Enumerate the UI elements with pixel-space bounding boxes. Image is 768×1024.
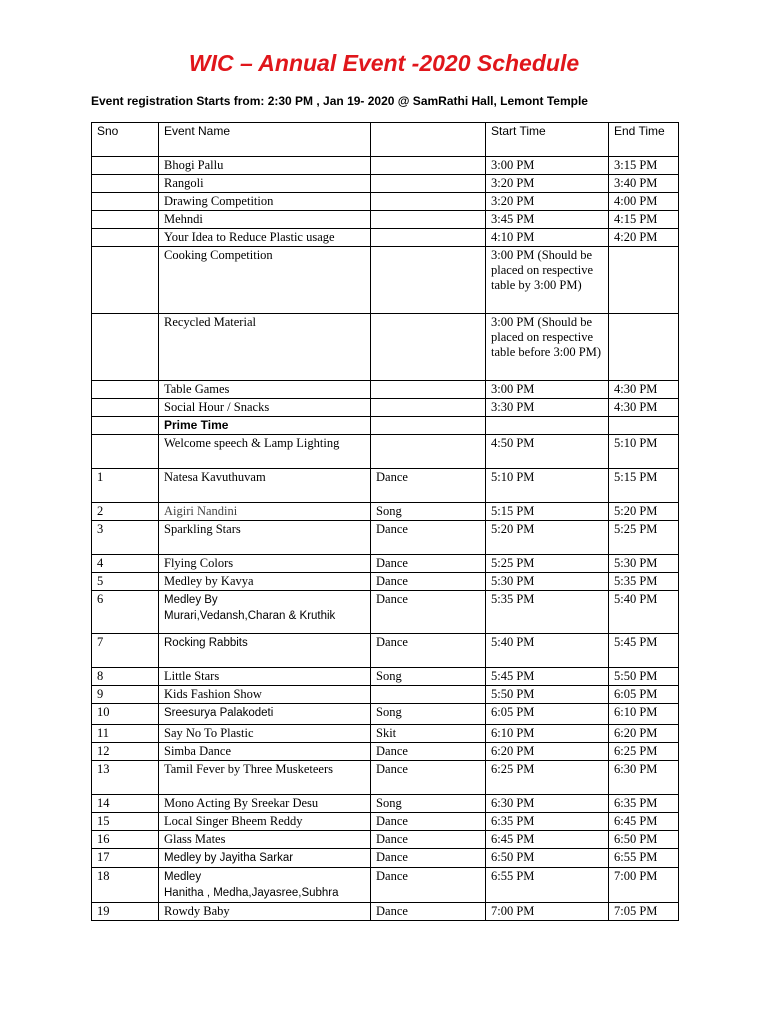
event-type-cell (371, 175, 486, 193)
event-name-cell (159, 157, 371, 175)
sno-cell: 18 (92, 868, 159, 903)
start-time-cell: 6:35 PM (486, 813, 609, 831)
end-time-cell (609, 417, 679, 435)
table-row (92, 668, 679, 686)
start-time-cell: 4:50 PM (486, 435, 609, 469)
event-name: Sparkling Stars (164, 522, 241, 536)
start-time-cell: 7:00 PM (486, 903, 609, 921)
sno-cell: 10 (92, 704, 159, 725)
event-type-cell (371, 314, 486, 381)
table-row (92, 704, 679, 725)
event-name-cell (159, 634, 371, 668)
start-time-cell: 3:20 PM (486, 175, 609, 193)
event-name-cell (159, 247, 371, 314)
event-name-cell (159, 849, 371, 868)
event-name: Rowdy Baby (164, 904, 230, 918)
event-name-cell (159, 555, 371, 573)
registration-info: Event registration Starts from: 2:30 PM , Jan 19- 2020 @ SamRathi Hall, Lemont Temple (91, 94, 588, 108)
table-row (92, 555, 679, 573)
sno-cell: 5 (92, 573, 159, 591)
end-time-cell: 5:50 PM (609, 668, 679, 686)
event-name: Cooking Competition (164, 248, 273, 262)
event-name-cell (159, 704, 371, 725)
table-row (92, 634, 679, 668)
table-row (92, 229, 679, 247)
schedule-body (92, 123, 679, 921)
start-time-cell: 6:30 PM (486, 795, 609, 813)
sno-cell (92, 381, 159, 399)
start-time-cell: 5:20 PM (486, 521, 609, 555)
event-name: Mehndi (164, 212, 203, 226)
event-type-cell (371, 381, 486, 399)
end-time-cell: 6:30 PM (609, 761, 679, 795)
event-type-cell (371, 417, 486, 435)
event-name-cell (159, 399, 371, 417)
start-time-cell: 3:00 PM (Should be placed on respective table by 3:00 PM) (486, 247, 609, 314)
event-name: Medley By (164, 594, 218, 606)
start-time-cell: 5:50 PM (486, 686, 609, 704)
table-row (92, 417, 679, 435)
event-type-cell (371, 229, 486, 247)
end-time-cell: 4:30 PM (609, 381, 679, 399)
end-time-cell: 7:05 PM (609, 903, 679, 921)
table-row (92, 521, 679, 555)
sno-cell: 9 (92, 686, 159, 704)
event-type-cell: Dance (371, 761, 486, 795)
sno-cell: 14 (92, 795, 159, 813)
start-time-cell: 3:45 PM (486, 211, 609, 229)
header-event-name: Event Name (159, 123, 371, 157)
end-time-cell: 6:20 PM (609, 725, 679, 743)
event-name-cell (159, 668, 371, 686)
event-name-cell (159, 211, 371, 229)
end-time-cell: 5:45 PM (609, 634, 679, 668)
end-time-cell: 5:30 PM (609, 555, 679, 573)
start-time-cell: 5:15 PM (486, 503, 609, 521)
event-type-cell: Dance (371, 868, 486, 903)
event-name: Prime Time (164, 418, 229, 432)
sno-cell: 11 (92, 725, 159, 743)
start-time-cell: 3:30 PM (486, 399, 609, 417)
event-type-cell: Dance (371, 743, 486, 761)
sno-cell: 3 (92, 521, 159, 555)
event-type-cell: Dance (371, 849, 486, 868)
event-type-cell (371, 399, 486, 417)
start-time-cell: 6:20 PM (486, 743, 609, 761)
start-time-cell: 5:25 PM (486, 555, 609, 573)
event-type-cell: Song (371, 795, 486, 813)
sno-cell: 1 (92, 469, 159, 503)
event-name: Say No To Plastic (164, 726, 254, 740)
end-time-cell: 5:35 PM (609, 573, 679, 591)
sno-cell: 15 (92, 813, 159, 831)
start-time-cell: 5:45 PM (486, 668, 609, 686)
table-row (92, 849, 679, 868)
event-name-cell (159, 175, 371, 193)
start-time-cell (486, 417, 609, 435)
event-name: Your Idea to Reduce Plastic usage (164, 230, 335, 244)
end-time-cell: 6:50 PM (609, 831, 679, 849)
sno-cell (92, 175, 159, 193)
end-time-cell (609, 314, 679, 381)
end-time-cell: 5:10 PM (609, 435, 679, 469)
table-row (92, 399, 679, 417)
event-type-cell (371, 193, 486, 211)
event-name: Table Games (164, 382, 230, 396)
event-name: Little Stars (164, 669, 220, 683)
end-time-cell: 5:40 PM (609, 591, 679, 634)
table-row (92, 381, 679, 399)
event-name-cell (159, 761, 371, 795)
page-title: WIC – Annual Event -2020 Schedule (188, 50, 580, 76)
end-time-cell: 6:10 PM (609, 704, 679, 725)
table-row (92, 573, 679, 591)
sno-cell (92, 417, 159, 435)
sno-cell: 2 (92, 503, 159, 521)
sno-cell: 12 (92, 743, 159, 761)
end-time-cell: 4:15 PM (609, 211, 679, 229)
end-time-cell: 4:20 PM (609, 229, 679, 247)
end-time-cell: 6:55 PM (609, 849, 679, 868)
event-name: Drawing Competition (164, 194, 274, 208)
sno-cell (92, 314, 159, 381)
start-time-cell: 5:10 PM (486, 469, 609, 503)
table-row (92, 743, 679, 761)
event-type-cell: Dance (371, 903, 486, 921)
event-name-cell (159, 435, 371, 469)
sno-cell (92, 229, 159, 247)
event-name-cell (159, 903, 371, 921)
event-type-cell: Dance (371, 634, 486, 668)
event-type-cell: Dance (371, 591, 486, 634)
table-row (92, 175, 679, 193)
event-type-cell: Song (371, 503, 486, 521)
event-type-cell: Dance (371, 813, 486, 831)
sno-cell (92, 399, 159, 417)
sno-cell (92, 247, 159, 314)
start-time-cell: 6:25 PM (486, 761, 609, 795)
event-name: Medley by Jayitha Sarkar (164, 852, 294, 864)
start-time-cell: 5:35 PM (486, 591, 609, 634)
event-name: Social Hour / Snacks (164, 400, 270, 414)
end-time-cell: 5:20 PM (609, 503, 679, 521)
table-row (92, 435, 679, 469)
event-name: Sreesurya Palakodeti (164, 707, 274, 719)
event-performers: Hanitha , Medha,Jayasree,Subhra (164, 887, 339, 899)
event-name: Glass Mates (164, 832, 226, 846)
event-name: Tamil Fever by Three Musketeers (164, 762, 333, 776)
start-time-cell: 5:40 PM (486, 634, 609, 668)
end-time-cell: 3:40 PM (609, 175, 679, 193)
event-name-cell (159, 417, 371, 435)
start-time-cell: 3:00 PM (Should be placed on respective table before 3:00 PM) (486, 314, 609, 381)
end-time-cell: 3:15 PM (609, 157, 679, 175)
start-time-cell: 6:55 PM (486, 868, 609, 903)
event-name-cell (159, 573, 371, 591)
end-time-cell: 5:15 PM (609, 469, 679, 503)
event-name-cell (159, 868, 371, 903)
sno-cell: 16 (92, 831, 159, 849)
event-type-cell (371, 435, 486, 469)
schedule-table (91, 122, 679, 921)
sno-cell: 19 (92, 903, 159, 921)
end-time-cell: 6:25 PM (609, 743, 679, 761)
table-row (92, 761, 679, 795)
table-row (92, 868, 679, 903)
event-type-cell: Dance (371, 521, 486, 555)
event-type-cell (371, 247, 486, 314)
event-name: Medley by Kavya (164, 574, 254, 588)
table-row (92, 503, 679, 521)
event-type-cell: Dance (371, 831, 486, 849)
event-name: Bhogi Pallu (164, 158, 224, 172)
end-time-cell (609, 247, 679, 314)
event-performers: Murari,Vedansh,Charan & Kruthik (164, 610, 336, 622)
sno-cell (92, 157, 159, 175)
sno-cell (92, 193, 159, 211)
sno-cell: 7 (92, 634, 159, 668)
end-time-cell: 6:45 PM (609, 813, 679, 831)
event-name: Natesa Kavuthuvam (164, 470, 266, 484)
header-type (371, 123, 486, 157)
header-start-time: Start Time (486, 123, 609, 157)
event-name: Aigiri Nandini (164, 504, 238, 518)
event-type-cell: Skit (371, 725, 486, 743)
end-time-cell: 4:30 PM (609, 399, 679, 417)
sno-cell: 17 (92, 849, 159, 868)
sno-cell (92, 211, 159, 229)
event-type-cell (371, 211, 486, 229)
event-type-cell: Dance (371, 573, 486, 591)
sno-cell: 4 (92, 555, 159, 573)
start-time-cell: 3:20 PM (486, 193, 609, 211)
event-name-cell (159, 813, 371, 831)
table-row (92, 831, 679, 849)
start-time-cell: 3:00 PM (486, 381, 609, 399)
event-name: Local Singer Bheem Reddy (164, 814, 303, 828)
start-time-cell: 6:45 PM (486, 831, 609, 849)
header-end-time: End Time (609, 123, 679, 157)
event-type-cell (371, 157, 486, 175)
table-row (92, 813, 679, 831)
event-name-cell (159, 469, 371, 503)
table-row (92, 157, 679, 175)
event-name-cell (159, 193, 371, 211)
table-row (92, 193, 679, 211)
table-row (92, 469, 679, 503)
end-time-cell: 5:25 PM (609, 521, 679, 555)
event-type-cell: Song (371, 704, 486, 725)
event-name-cell (159, 743, 371, 761)
end-time-cell: 4:00 PM (609, 193, 679, 211)
table-row (92, 795, 679, 813)
table-row (92, 591, 679, 634)
event-name-cell (159, 686, 371, 704)
event-name: Rocking Rabbits (164, 637, 248, 649)
event-type-cell (371, 686, 486, 704)
sno-cell: 8 (92, 668, 159, 686)
table-header-row (92, 123, 679, 157)
event-name: Mono Acting By Sreekar Desu (164, 796, 319, 810)
sno-cell (92, 435, 159, 469)
table-row (92, 903, 679, 921)
event-name: Recycled Material (164, 315, 256, 329)
event-name: Simba Dance (164, 744, 231, 758)
end-time-cell: 6:35 PM (609, 795, 679, 813)
start-time-cell: 6:50 PM (486, 849, 609, 868)
table-row (92, 725, 679, 743)
event-name-cell (159, 229, 371, 247)
event-name: Kids Fashion Show (164, 687, 262, 701)
table-row (92, 686, 679, 704)
event-name-cell (159, 381, 371, 399)
event-name: Medley (164, 871, 202, 883)
table-row (92, 247, 679, 314)
table-row (92, 211, 679, 229)
sno-cell: 6 (92, 591, 159, 634)
event-type-cell: Dance (371, 469, 486, 503)
event-name-cell (159, 314, 371, 381)
start-time-cell: 3:00 PM (486, 157, 609, 175)
event-name-cell (159, 725, 371, 743)
end-time-cell: 6:05 PM (609, 686, 679, 704)
table-row (92, 314, 679, 381)
event-type-cell: Dance (371, 555, 486, 573)
start-time-cell: 6:10 PM (486, 725, 609, 743)
start-time-cell: 5:30 PM (486, 573, 609, 591)
event-name-cell (159, 831, 371, 849)
event-name: Rangoli (164, 176, 204, 190)
event-name-cell (159, 591, 371, 634)
start-time-cell: 4:10 PM (486, 229, 609, 247)
event-type-cell: Song (371, 668, 486, 686)
event-name-cell (159, 795, 371, 813)
event-name-cell (159, 521, 371, 555)
header-sno: Sno (92, 123, 159, 157)
event-name: Welcome speech & Lamp Lighting (164, 436, 340, 450)
sno-cell: 13 (92, 761, 159, 795)
event-name: Flying Colors (164, 556, 234, 570)
start-time-cell: 6:05 PM (486, 704, 609, 725)
end-time-cell: 7:00 PM (609, 868, 679, 903)
event-name-cell (159, 503, 371, 521)
